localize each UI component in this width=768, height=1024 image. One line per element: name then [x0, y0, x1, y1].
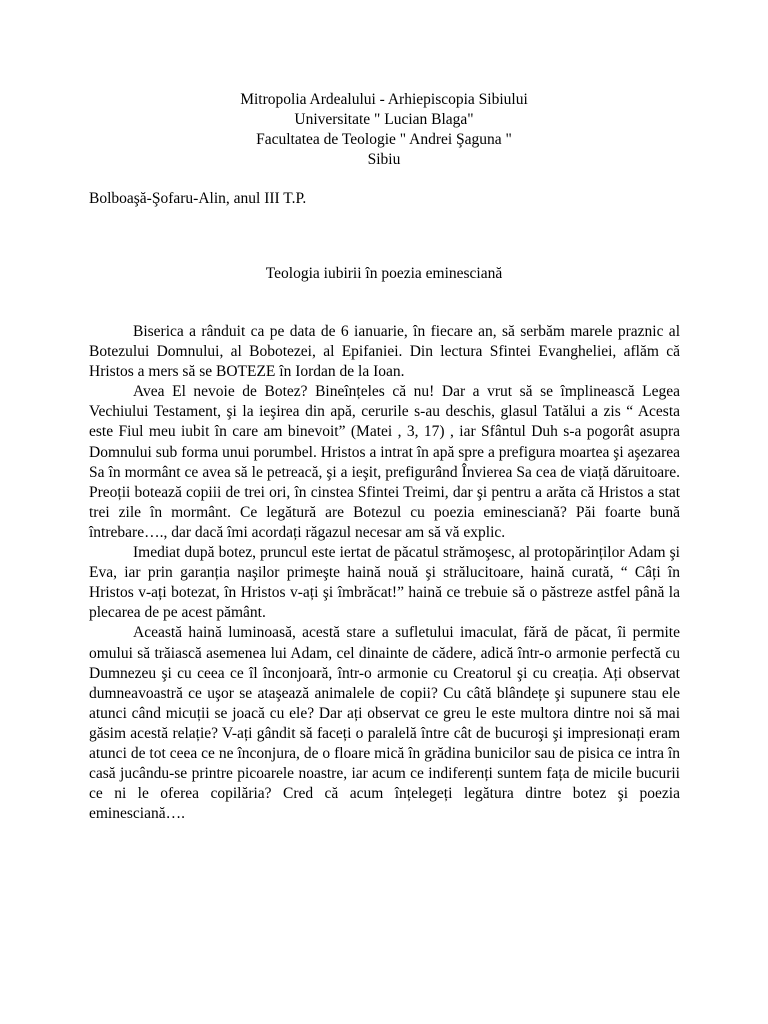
paragraph: Biserica a rânduit ca pe data de 6 ianuarie, în fiecare an, să serbăm marele praznic al Botezului Domnului, al Bobotezei, al Epifaniei. Din lectura Sfintei Evangheliei, aflăm că Hristos a mers să se BOTEZE în Iordan de la Ioan.	[89, 323, 680, 381]
header-line-faculty: Facultatea de Teologie " Andrei Şaguna "	[256, 131, 512, 148]
paragraph: Avea El nevoie de Botez? Bineînțeles că nu! Dar a vrut să se împlinească Legea Vechiului Testament, şi la ieşirea din apă, cerurile s-au deschis, glasul Tatălui a zis “ Acesta este Fiul meu iubit în care am binevoit” (Matei , 3, 17) , iar Sfântul Duh s-a pogorât asupra Domnului sub forma unui porumbel. Hristos a intrat în apă spre a prefigura moartea şi aşezarea Sa în mormânt ce avea să le petreacă, şi a ieşit, prefigurând Învierea Sa cea de viață dăruitoare. Preoții botează copiii de trei ori, în cinstea Sfintei Treimi, dar şi pentru a arăta că Hristos a stat trei zile în mormânt. Ce legătură are Botezul cu poezia eminesciană? Păi foarte bună întrebare…., dar dacă îmi acordați răgazul necesar am să vă explic.	[89, 383, 680, 541]
author-line: Bolboaşă-Şofaru-Alin, anul III T.P.	[89, 190, 307, 207]
paragraph: Imediat după botez, pruncul este iertat de păcatul strămoşesc, al protopărinților Adam şi Eva, iar prin garanția naşilor primeşte haină nouă şi strălucitoare, haină curată, “ Câți în Hristos v-ați botezat, în Hristos v-ați şi îmbrăcat!” haină ce trebuie să o păstreze astfel până la plecarea de pe acest pământ.	[89, 544, 680, 622]
document-body	[89, 322, 680, 824]
paragraph: Această haină luminoasă, acestă stare a sufletului imaculat, fără de păcat, îi permite omului să trăiască asemenea lui Adam, cel dinainte de cădere, adică într-o armonie perfectă cu Dumnezeu şi cu ceea ce îl înconjoară, într-o armonie cu Creatorul şi cu creația. Ați observat dumneavoastră ce uşor se ataşează animalele de copii? Cu câtă blândețe şi supunere stau ele atunci când micuții se joacă cu ele? Dar ați observat ce greu le este multora dintre noi să mai găsim acestă relație? V-ați gândit să faceți o paralelă între cât de bucuroşi şi impresionați eram atunci de tot ceea ce ne înconjura, de o floare mică în grădina bunicilor sau de pisica ce intra în casă jucându-se printre picoarele noastre, iar acum ce indiferenți suntem fața de micile bucurii ce ni le oferea copilăria? Cred că acum înțelegeți legătura dintre botez şi poezia eminesciană….	[89, 624, 680, 823]
header-line-city: Sibiu	[367, 151, 401, 168]
document-title: Teologia iubirii în poezia eminesciană	[265, 265, 503, 282]
header-line-university: Universitate " Lucian Blaga"	[294, 111, 474, 128]
header-line-metropolis: Mitropolia Ardealului - Arhiepiscopia Sibiului	[240, 91, 528, 108]
institution-header	[0, 90, 768, 170]
